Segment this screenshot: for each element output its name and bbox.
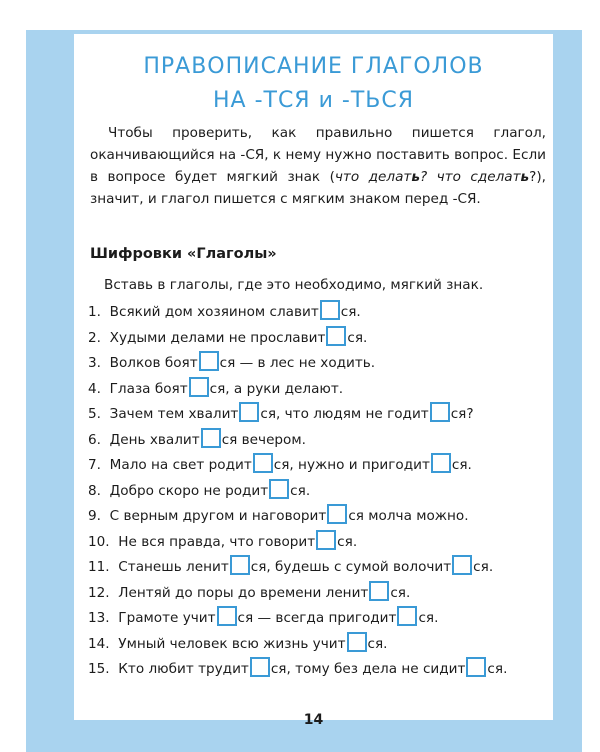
item-number: 4. (88, 380, 101, 397)
exercise-instruction: Вставь в глаголы, где это необходимо, мягкий знак. (104, 277, 484, 293)
intro-paragraph (90, 122, 546, 210)
exercise-item (88, 300, 548, 326)
answer-box[interactable] (201, 428, 221, 448)
exercise-item (88, 657, 548, 683)
exercise-item (88, 504, 548, 530)
item-text: Зачем тем хвалит (109, 406, 239, 422)
answer-box[interactable] (397, 606, 417, 626)
exercise-item (88, 479, 548, 505)
answer-box[interactable] (217, 606, 237, 626)
exercise-item (88, 453, 548, 479)
item-text: Не вся правда, что говорит (118, 533, 316, 550)
item-text: ся. (347, 329, 368, 346)
item-text: Лентяй до поры до времени ленит (118, 584, 369, 601)
workbook-page (74, 34, 553, 728)
answer-box[interactable] (230, 555, 250, 575)
answer-box[interactable] (269, 479, 289, 499)
exercise-item (88, 351, 548, 377)
item-number: 14. (88, 635, 110, 652)
item-number: 6. (88, 431, 101, 448)
answer-box[interactable] (466, 657, 486, 677)
item-text: С верным другом и наговорит (109, 508, 327, 524)
answer-box[interactable] (326, 326, 346, 346)
answer-box[interactable] (431, 453, 451, 473)
exercise-item (88, 326, 548, 352)
item-text: ся. (390, 584, 411, 601)
item-number: 11. (88, 559, 110, 575)
item-text: ся, что людям не годит (260, 406, 429, 422)
exercise-item (88, 530, 548, 556)
item-text: ся, а руки делают. (209, 380, 344, 397)
item-text: ся. (418, 610, 439, 626)
item-number: 15. (88, 661, 110, 677)
item-number: 9. (88, 508, 101, 524)
item-text: ся. (290, 482, 311, 499)
exercise-item (88, 606, 548, 632)
item-number: 3. (88, 355, 101, 371)
item-text: ся, тому без дела не сидит (270, 661, 466, 677)
exercise-item (88, 402, 548, 428)
item-text: ся. (487, 661, 508, 677)
item-number: 5. (88, 406, 101, 422)
answer-box[interactable] (199, 351, 219, 371)
item-text: ся. (340, 304, 361, 320)
item-number: 2. (88, 329, 101, 346)
item-text: ся. (451, 457, 472, 473)
answer-box[interactable] (369, 581, 389, 601)
item-text: Мало на свет родит (109, 457, 252, 473)
exercise-item (88, 555, 548, 581)
answer-box[interactable] (239, 402, 259, 422)
exercise-item (88, 377, 548, 403)
answer-box[interactable] (347, 632, 367, 652)
item-text: Добро скоро не родит (109, 482, 269, 499)
item-text: Худыми делами не прославит (109, 329, 326, 346)
item-text: День хвалит (109, 431, 200, 448)
answer-box[interactable] (253, 453, 273, 473)
item-text: Всякий дом хозяином славит (109, 304, 319, 320)
item-text: Умный человек всю жизнь учит (118, 635, 346, 652)
item-text: ся. (367, 635, 388, 652)
exercise-item (88, 581, 548, 607)
item-text: Кто любит трудит (118, 661, 249, 677)
answer-box[interactable] (430, 402, 450, 422)
item-number: 7. (88, 457, 101, 473)
intro-text-2: ?), значит, и глагол пишется с мягким знаком перед -СЯ. (90, 169, 546, 207)
answer-box[interactable] (189, 377, 209, 397)
answer-box[interactable] (320, 300, 340, 320)
answer-box[interactable] (327, 504, 347, 524)
section-heading: Шифровки «Глаголы» (90, 246, 277, 262)
item-text: ся, нужно и пригодит (273, 457, 430, 473)
answer-box[interactable] (452, 555, 472, 575)
item-text: ся вечером. (221, 431, 306, 448)
intro-question: что делать? что сделать (334, 169, 530, 185)
answer-box[interactable] (250, 657, 270, 677)
item-text: Волков боят (109, 355, 198, 371)
item-text: ся — всегда пригодит (237, 610, 397, 626)
item-text: Грамоте учит (118, 610, 216, 626)
item-text: Глаза боят (109, 380, 188, 397)
item-text: ся. (473, 559, 494, 575)
item-text: ся — в лес не ходить. (219, 355, 376, 371)
item-number: 12. (88, 584, 110, 601)
item-text: Станешь ленит (118, 559, 229, 575)
item-text: ся, будешь с сумой волочит (250, 559, 452, 575)
page-title-line2: НА -ТСЯ и -ТЬСЯ (212, 88, 414, 113)
item-text: ся молча можно. (348, 508, 469, 524)
item-text: ся? (450, 406, 474, 422)
item-text: ся. (337, 533, 358, 550)
item-number: 8. (88, 482, 101, 499)
answer-box[interactable] (316, 530, 336, 550)
item-number: 10. (88, 533, 110, 550)
page-number: 14 (303, 712, 324, 728)
exercise-list (88, 300, 548, 683)
item-number: 1. (88, 304, 101, 320)
intro-text-1: Чтобы проверить, как правильно пишется глагол, оканчивающийся на -СЯ, к нему нужно поставить вопрос. Если в вопросе будет мягкий знак ( (90, 125, 546, 185)
item-number: 13. (88, 610, 110, 626)
exercise-item (88, 428, 548, 454)
exercise-item (88, 632, 548, 658)
page-title-line1: ПРАВОПИСАНИЕ ГЛАГОЛОВ (143, 54, 484, 79)
